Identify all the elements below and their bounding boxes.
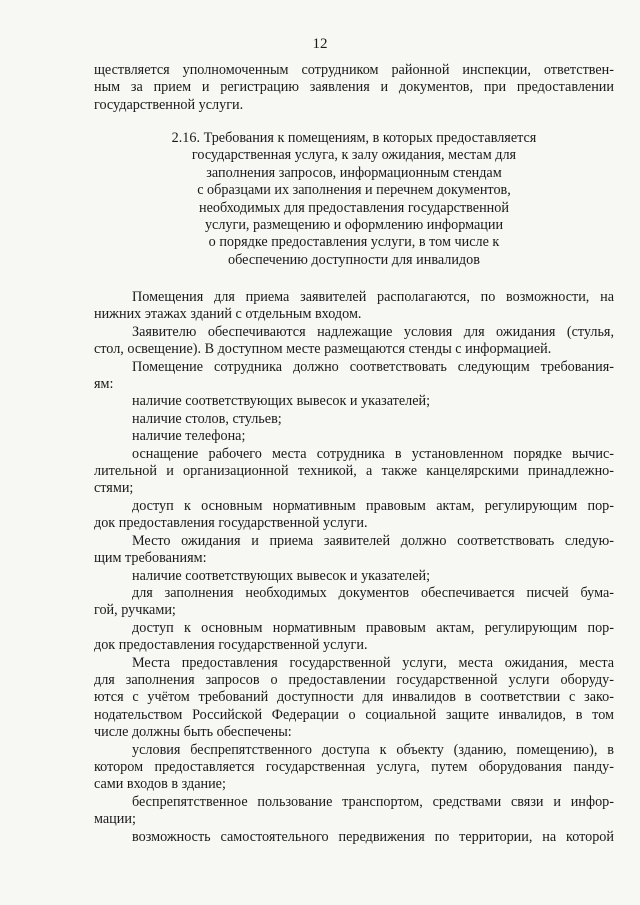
text-line: Места предоставления государственной услуги, места ожидания, места	[132, 654, 614, 671]
text-line: ществляется уполномоченным сотрудником районной инспекции, ответствен-	[94, 62, 614, 78]
text-line: стол, освещение). В доступном месте размещаются стенды с информацией.	[94, 341, 552, 358]
text-line: оснащение рабочего места сотрудника в установленном порядке вычис-	[132, 445, 614, 462]
text-line: Помещения для приема заявителей располагаются, по возможности, на	[132, 289, 614, 305]
text-line: мации;	[94, 811, 136, 828]
text-line: гой, ручками;	[94, 602, 176, 619]
text-line: государственной услуги.	[94, 96, 244, 113]
text-line: стями;	[94, 480, 134, 497]
text-line: нижних этажах зданий с отдельным входом.	[94, 306, 362, 323]
text-line: ются с учётом требований доступности для инвалидов в соответствии с зако-	[94, 689, 614, 706]
text-line: наличие соответствующих вывесок и указателей;	[132, 567, 431, 584]
text-line: ным за прием и регистрацию заявления и документов, при предоставлении	[94, 79, 614, 96]
heading-line: заполнения запросов, информационным стендам	[206, 164, 502, 181]
text-line: для заполнения необходимых документов обеспечивается писчей бума-	[132, 584, 614, 601]
text-line: для заполнения запросов о предоставлении государственной услуги оборуду-	[94, 671, 614, 688]
text-line: док предоставления государственной услуги.	[94, 515, 368, 532]
text-line: Место ожидания и приема заявителей должно соответствовать следую-	[132, 532, 614, 549]
text-line: Помещение сотрудника должно соответствовать следующим требования-	[132, 358, 614, 375]
heading-line: обеспечению доступности для инвалидов	[228, 251, 480, 268]
section-body	[94, 289, 614, 846]
text-line: док предоставления государственной услуги.	[94, 637, 368, 654]
text-line: сами входов в здание;	[94, 776, 226, 793]
heading-line: государственная услуга, к залу ожидания, местам для	[191, 147, 517, 164]
text-line: условия беспрепятственного доступа к объекту (зданию, помещению), в	[132, 741, 614, 758]
intro-paragraph	[94, 62, 614, 114]
text-line: беспрепятственное пользование транспортом, средствами связи и инфор-	[132, 793, 614, 810]
text-line: наличие телефона;	[132, 428, 246, 445]
text-line: котором предоставляется государственная услуга, путем оборудования панду-	[94, 758, 614, 775]
text-line: Заявителю обеспечиваются надлежащие условия для ожидания (стулья,	[132, 323, 614, 340]
text-line: возможность самостоятельного передвижения по территории, на которой	[132, 828, 614, 845]
heading-line: о порядке предоставления услуги, в том числе к	[208, 234, 500, 251]
heading-line: услуги, размещению и оформлению информации	[204, 217, 504, 234]
text-line: наличие столов, стульев;	[132, 410, 282, 427]
text-line: щим требованиям:	[94, 550, 207, 567]
text-line: лительной и организационной техникой, а также канцелярскими принадлежно-	[94, 463, 614, 480]
text-line: ям:	[94, 376, 114, 393]
text-line: нодательством Российской Федерации о социальной защите инвалидов, в том	[94, 706, 614, 723]
heading-line: 2.16. Требования к помещениям, в которых предоставляется	[171, 130, 537, 146]
text-line: числе должны быть обеспечены:	[94, 724, 292, 741]
heading-line: с образцами их заполнения и перечнем документов,	[197, 182, 511, 199]
text-line: доступ к основным нормативным правовым актам, регулирующим пор-	[132, 619, 614, 636]
section-heading	[94, 130, 614, 269]
heading-line: необходимых для предоставления государственной	[199, 199, 509, 216]
text-line: наличие соответствующих вывесок и указателей;	[132, 393, 431, 410]
text-line: доступ к основным нормативным правовым актам, регулирующим пор-	[132, 497, 614, 514]
page-number: 12	[312, 36, 328, 52]
